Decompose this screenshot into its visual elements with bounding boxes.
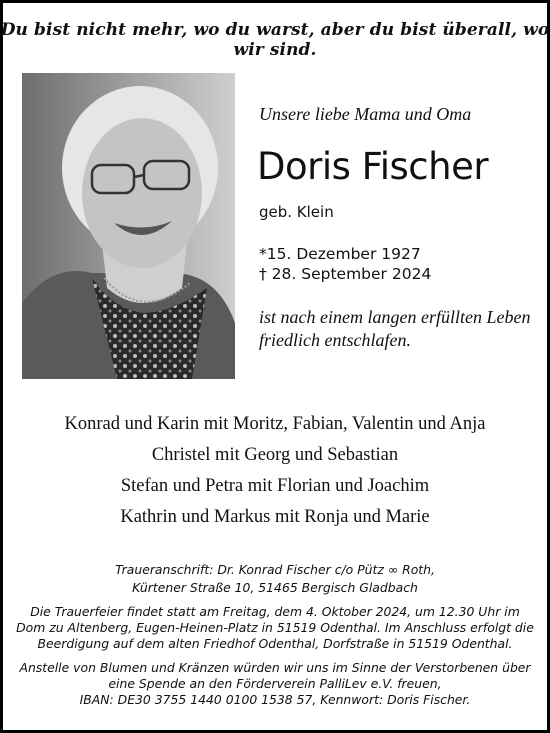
funeral-line: Die Trauerfeier findet statt am Freitag, dem 4. Oktober 2024, um 12.30 Uhr im: [30, 604, 520, 619]
maiden-name: geb. Klein: [259, 203, 334, 221]
passed-line: ist nach einem langen erfüllten Leben: [259, 307, 531, 327]
donation-line: eine Spende an den Förderverein PalliLev e.V. freuen,: [108, 676, 442, 691]
passed-away-text: [259, 306, 530, 352]
motto-quote: Du bist nicht mehr, wo du warst, aber du bist überall, wo wir sind.: [0, 20, 550, 60]
birth-date: *15. Dezember 1927: [259, 245, 421, 263]
mourners-list: [0, 412, 550, 536]
death-date: † 28. September 2024: [259, 265, 432, 283]
mourner-line: Stefan und Petra mit Florian und Joachim: [120, 476, 430, 496]
passed-line: friedlich entschlafen.: [259, 330, 411, 350]
portrait-photo: [22, 73, 235, 379]
life-dates: [259, 244, 431, 284]
donation-line: Anstelle von Blumen und Kränzen würden wir uns im Sinne der Verstorbenen über: [19, 660, 531, 675]
donation-info: [0, 660, 550, 708]
mourner-line: Christel mit Georg und Sebastian: [151, 445, 399, 465]
mourning-address: [0, 561, 550, 597]
address-line: Kürtener Straße 10, 51465 Bergisch Gladbach: [132, 580, 418, 595]
deceased-name: Doris Fischer: [257, 145, 489, 188]
mourner-line: Kathrin und Markus mit Ronja und Marie: [120, 507, 430, 527]
funeral-line: Beerdigung auf dem alten Friedhof Odenthal, Dorfstraße in 51519 Odenthal.: [37, 636, 513, 651]
funeral-info: [0, 604, 550, 652]
mourner-line: Konrad und Karin mit Moritz, Fabian, Valentin und Anja: [64, 414, 486, 434]
donation-line: IBAN: DE30 3755 1440 0100 1538 57, Kennwort: Doris Fischer.: [79, 692, 471, 707]
funeral-line: Dom zu Altenberg, Eugen-Heinen-Platz in 51519 Odenthal. Im Anschluss erfolgt die: [16, 620, 534, 635]
address-line: Traueranschrift: Dr. Konrad Fischer c/o Pütz ∞ Roth,: [115, 562, 435, 577]
intro-text: Unsere liebe Mama und Oma: [259, 104, 472, 124]
